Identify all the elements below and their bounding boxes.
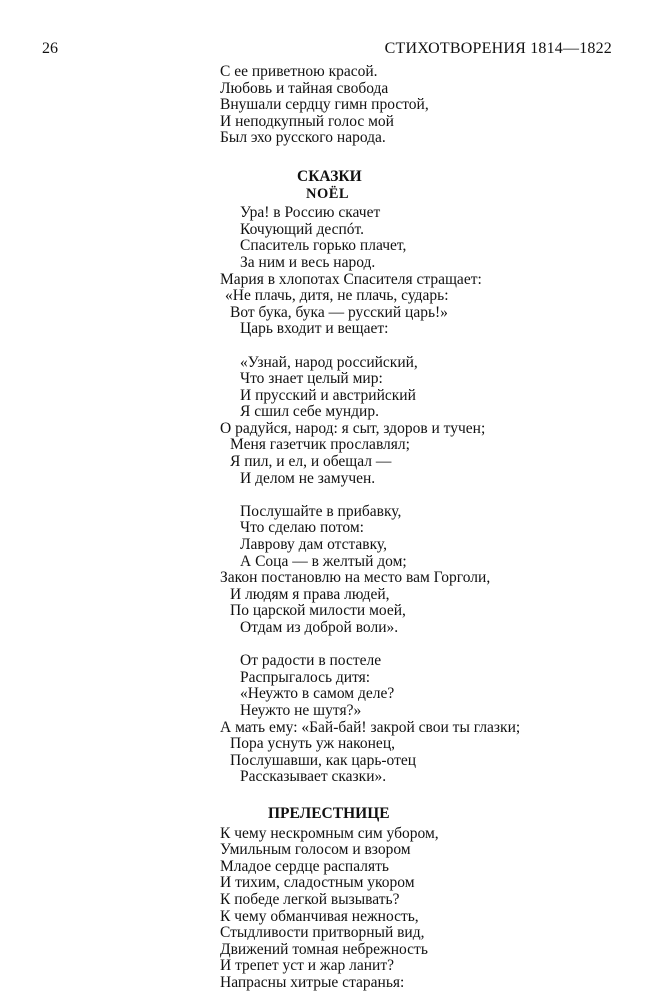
verse-line: Рассказывает сказки». — [240, 768, 387, 786]
verse-line: От радости в постеле — [240, 652, 382, 670]
verse-line: И людям я права людей, — [230, 585, 390, 603]
verse-line: О радуйся, народ: я сыт, здоров и тучен; — [220, 419, 486, 437]
page-body — [220, 64, 610, 991]
verse-line: А мать ему: «Бай-бай! закрой свои ты глазки; — [220, 718, 521, 736]
stanza-2 — [220, 355, 610, 488]
verse-line: Внушали сердцу гимн простой, — [220, 96, 429, 114]
verse-line: К победе легкой вызывать? — [220, 890, 400, 908]
verse-line: Кочующий деспóт. — [240, 220, 364, 238]
verse-line: Распрыгалось дитя: — [240, 668, 371, 686]
verse-line: А Соца — в желтый дом; — [240, 552, 407, 570]
verse-line: Напрасны хитрые старанья: — [220, 973, 405, 991]
verse-line: Лаврову дам отставку, — [240, 536, 388, 554]
verse-line: Я пил, и ел, и обещал — — [230, 453, 392, 471]
verse-line: И делом не замучен. — [240, 469, 376, 487]
verse-line: Мария в хлопотах Спасителя стращает: — [220, 270, 482, 288]
verse-line: К чему обманчивая нежность, — [220, 907, 419, 925]
verse-line: Что сделаю потом: — [240, 519, 364, 537]
verse-line: И прусский и австрийский — [240, 386, 416, 404]
verse-line: Я сшил себе мундир. — [240, 403, 379, 421]
verse-line: По царской милости моей, — [230, 602, 406, 620]
verse-line: Любовь и тайная свобода — [220, 79, 389, 97]
verse-line: Спаситель горько плачет, — [240, 237, 407, 255]
stanza-1 — [220, 205, 610, 338]
verse-line: Закон постановлю на место вам Горголи, — [220, 569, 491, 587]
stanza-prelestnitse — [220, 826, 610, 992]
verse-line: Неужто не шутя?» — [240, 701, 362, 719]
running-head: СТИХОТВОРЕНИЯ 1814—1822 — [384, 40, 612, 57]
verse-line: «Неужто в самом деле? — [240, 685, 395, 703]
verse-line: За ним и весь народ. — [240, 253, 376, 271]
verse-line: «Узнай, народ российский, — [240, 353, 418, 371]
verse-line: Пора уснуть уж наконец, — [230, 735, 395, 753]
verse-line: Движений томная небрежность — [220, 940, 428, 958]
verse-line: Послушавши, как царь-отец — [230, 751, 417, 769]
verse-line: Ура! в Россию скачет — [240, 204, 381, 222]
verse-line: И неподкупный голос мой — [220, 112, 394, 130]
verse-line: Отдам из доброй воли». — [240, 619, 399, 636]
verse-line: Что знает целый мир: — [240, 370, 383, 388]
poem-subtitle: NOËL — [306, 185, 350, 202]
verse-line: Умильным голосом и взором — [220, 841, 411, 859]
verse-line: К чему нескромным сим убором, — [220, 824, 439, 842]
verse-line: «Не плачь, дитя, не плачь, сударь: — [225, 287, 449, 305]
stanza-3 — [220, 504, 610, 637]
verse-line: С ее приветною красой. — [220, 63, 378, 80]
verse-line: Меня газетчик прославлял; — [230, 436, 410, 454]
poem-title: ПРЕЛЕСТНИЦЕ — [268, 804, 390, 822]
verse-line: И трепет уст и жар ланит? — [220, 957, 395, 975]
verse-line: Царь входит и вещает: — [240, 320, 389, 338]
verse-line: Вот бука, бука — русский царь!» — [230, 303, 448, 321]
page-number: 26 — [42, 40, 58, 57]
verse-line: Младое сердце распалять — [220, 857, 389, 875]
poem-title: СКАЗКИ — [297, 167, 362, 185]
verse-line: Послушайте в прибавку, — [240, 502, 402, 520]
verse-line: И тихим, сладостным укором — [220, 874, 415, 892]
stanza-4 — [220, 653, 610, 786]
verse-line: Был эхо русского народа. — [220, 129, 386, 147]
intro-stanza — [220, 64, 610, 147]
verse-line: Стыдливости притворный вид, — [220, 924, 425, 942]
